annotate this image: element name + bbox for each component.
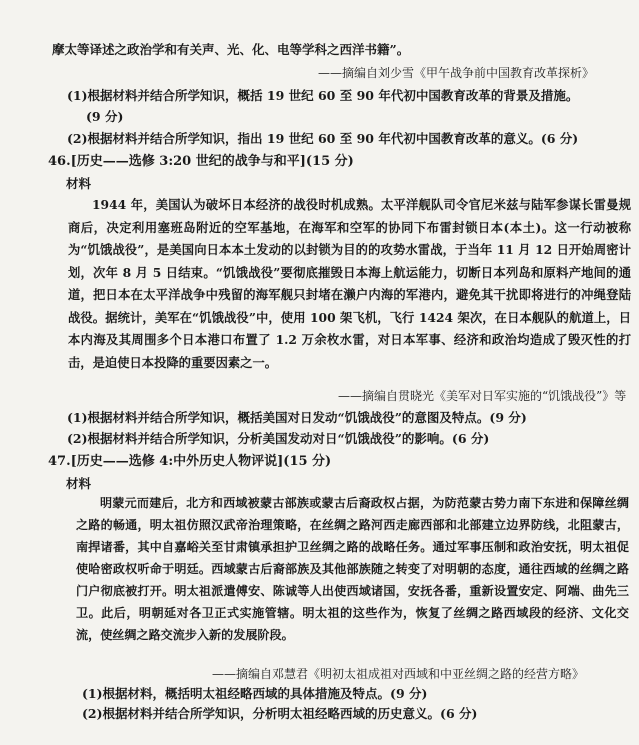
question-47-source: ——摘编自邓慧君《明初太祖成祖对西域和中亚丝绸之路的经营方略》 [212, 667, 585, 681]
continued-text-line: 摩太等译述之政治学和有关声、光、化、电等学科之西洋书籍”。 [52, 42, 410, 57]
question-46-heading: 46.[历史——选修 3:20 世纪的战争与和平](15 分) [48, 154, 354, 169]
question-46-1: (1)根据材料并结合所学知识，概括美国对日发动“饥饿战役”的意图及特点。(9 分) [67, 410, 527, 425]
question-45-1: (1)根据材料并结合所学知识，概括 19 世纪 60 至 90 年代初中国教育改革的背景及措施。 [67, 88, 579, 103]
question-47-material-label: 材料 [66, 476, 92, 491]
question-46-2: (2)根据材料并结合所学知识，分析美国发动对日“饥饿战役”的影响。(6 分) [67, 431, 490, 446]
question-46-material-paragraph: 1944 年，美国认为破坏日本经济的战役时机成熟。太平洋舰队司令官尼米兹与陆军参谋长雷曼规商后，决定利用塞班岛附近的空军基地，在海军和空军的协同下布雷封锁日本(本土)。这一行动被称为“饥饿战役”，是美国向日本本土发动的以封锁为目的的攻势水雷战，于当年 11 月 12 日开始周密计划，次年 8 月 5 日结束。“饥饿战役”要彻底摧毁日本海上航运能力，切断日本列岛和原料产地间的通道，把日本在太平洋战争中残留的海军舰只封堵在濑户内海的军港内，避免其干扰即将进行的冲绳登陆战役。据统计，美军在“饥饿战役”中，使用 100 架飞机，飞行 1424 架次，在日本舰队的航道上，日本内海及其周围多个日本港口布置了 1.2 万余枚水雷，对日本军事、经济和政治均造成了毁灭性的打击，是迫使日本投降的重要因素之一。 [68, 197, 631, 370]
question-45-2: (2)根据材料并结合所学知识，指出 19 世纪 60 至 90 年代初中国教育改革的意义。(6 分) [67, 131, 579, 146]
question-46-material-label: 材料 [66, 176, 92, 191]
source-citation-top: ——摘编自刘少雪《甲午战争前中国教育改革探析》 [318, 66, 595, 80]
question-46-source: ——摘编自贯晓光《美军对日军实施的“饥饿战役”》等 [338, 389, 627, 403]
question-47-1: (1)根据材料，概括明太祖经略西域的具体措施及特点。(9 分) [82, 686, 428, 701]
question-47-heading: 47.[历史——选修 4:中外历史人物评说](15 分) [48, 454, 332, 469]
question-47-2: (2)根据材料并结合所学知识，分析明太祖经略西域的历史意义。(6 分) [82, 706, 478, 721]
question-45-1-score: (9 分) [86, 109, 124, 124]
question-47-material-paragraph: 明蒙元而建后，北方和西域被蒙古部族或蒙古后裔政权占据，为防范蒙古势力南下东进和保障丝绸之路的畅通，明太祖仿照汉武帝治理策略，在丝绸之路河西走廊西部和北部建立边界防线，北阻蒙古，南捍诸番，其中自嘉峪关至甘肃镇承担护卫丝绸之路的战略任务。通过军事压制和政治安抚，明太祖促使哈密政权听命于明廷。西域蒙古后裔部族及其他部族随之转变了对明朝的态度，通往西域的丝绸之路门户彻底被打开。明太祖派遣傅安、陈诚等人出使西域诸国，安抚各番，重新设置安定、阿端、曲先三卫。此后，明朝延对各卫正式实施管辖。明太祖的这些作为，恢复了丝绸之路西域段的经济、文化交流，使丝绸之路交流步入新的发展阶段。 [76, 496, 629, 642]
